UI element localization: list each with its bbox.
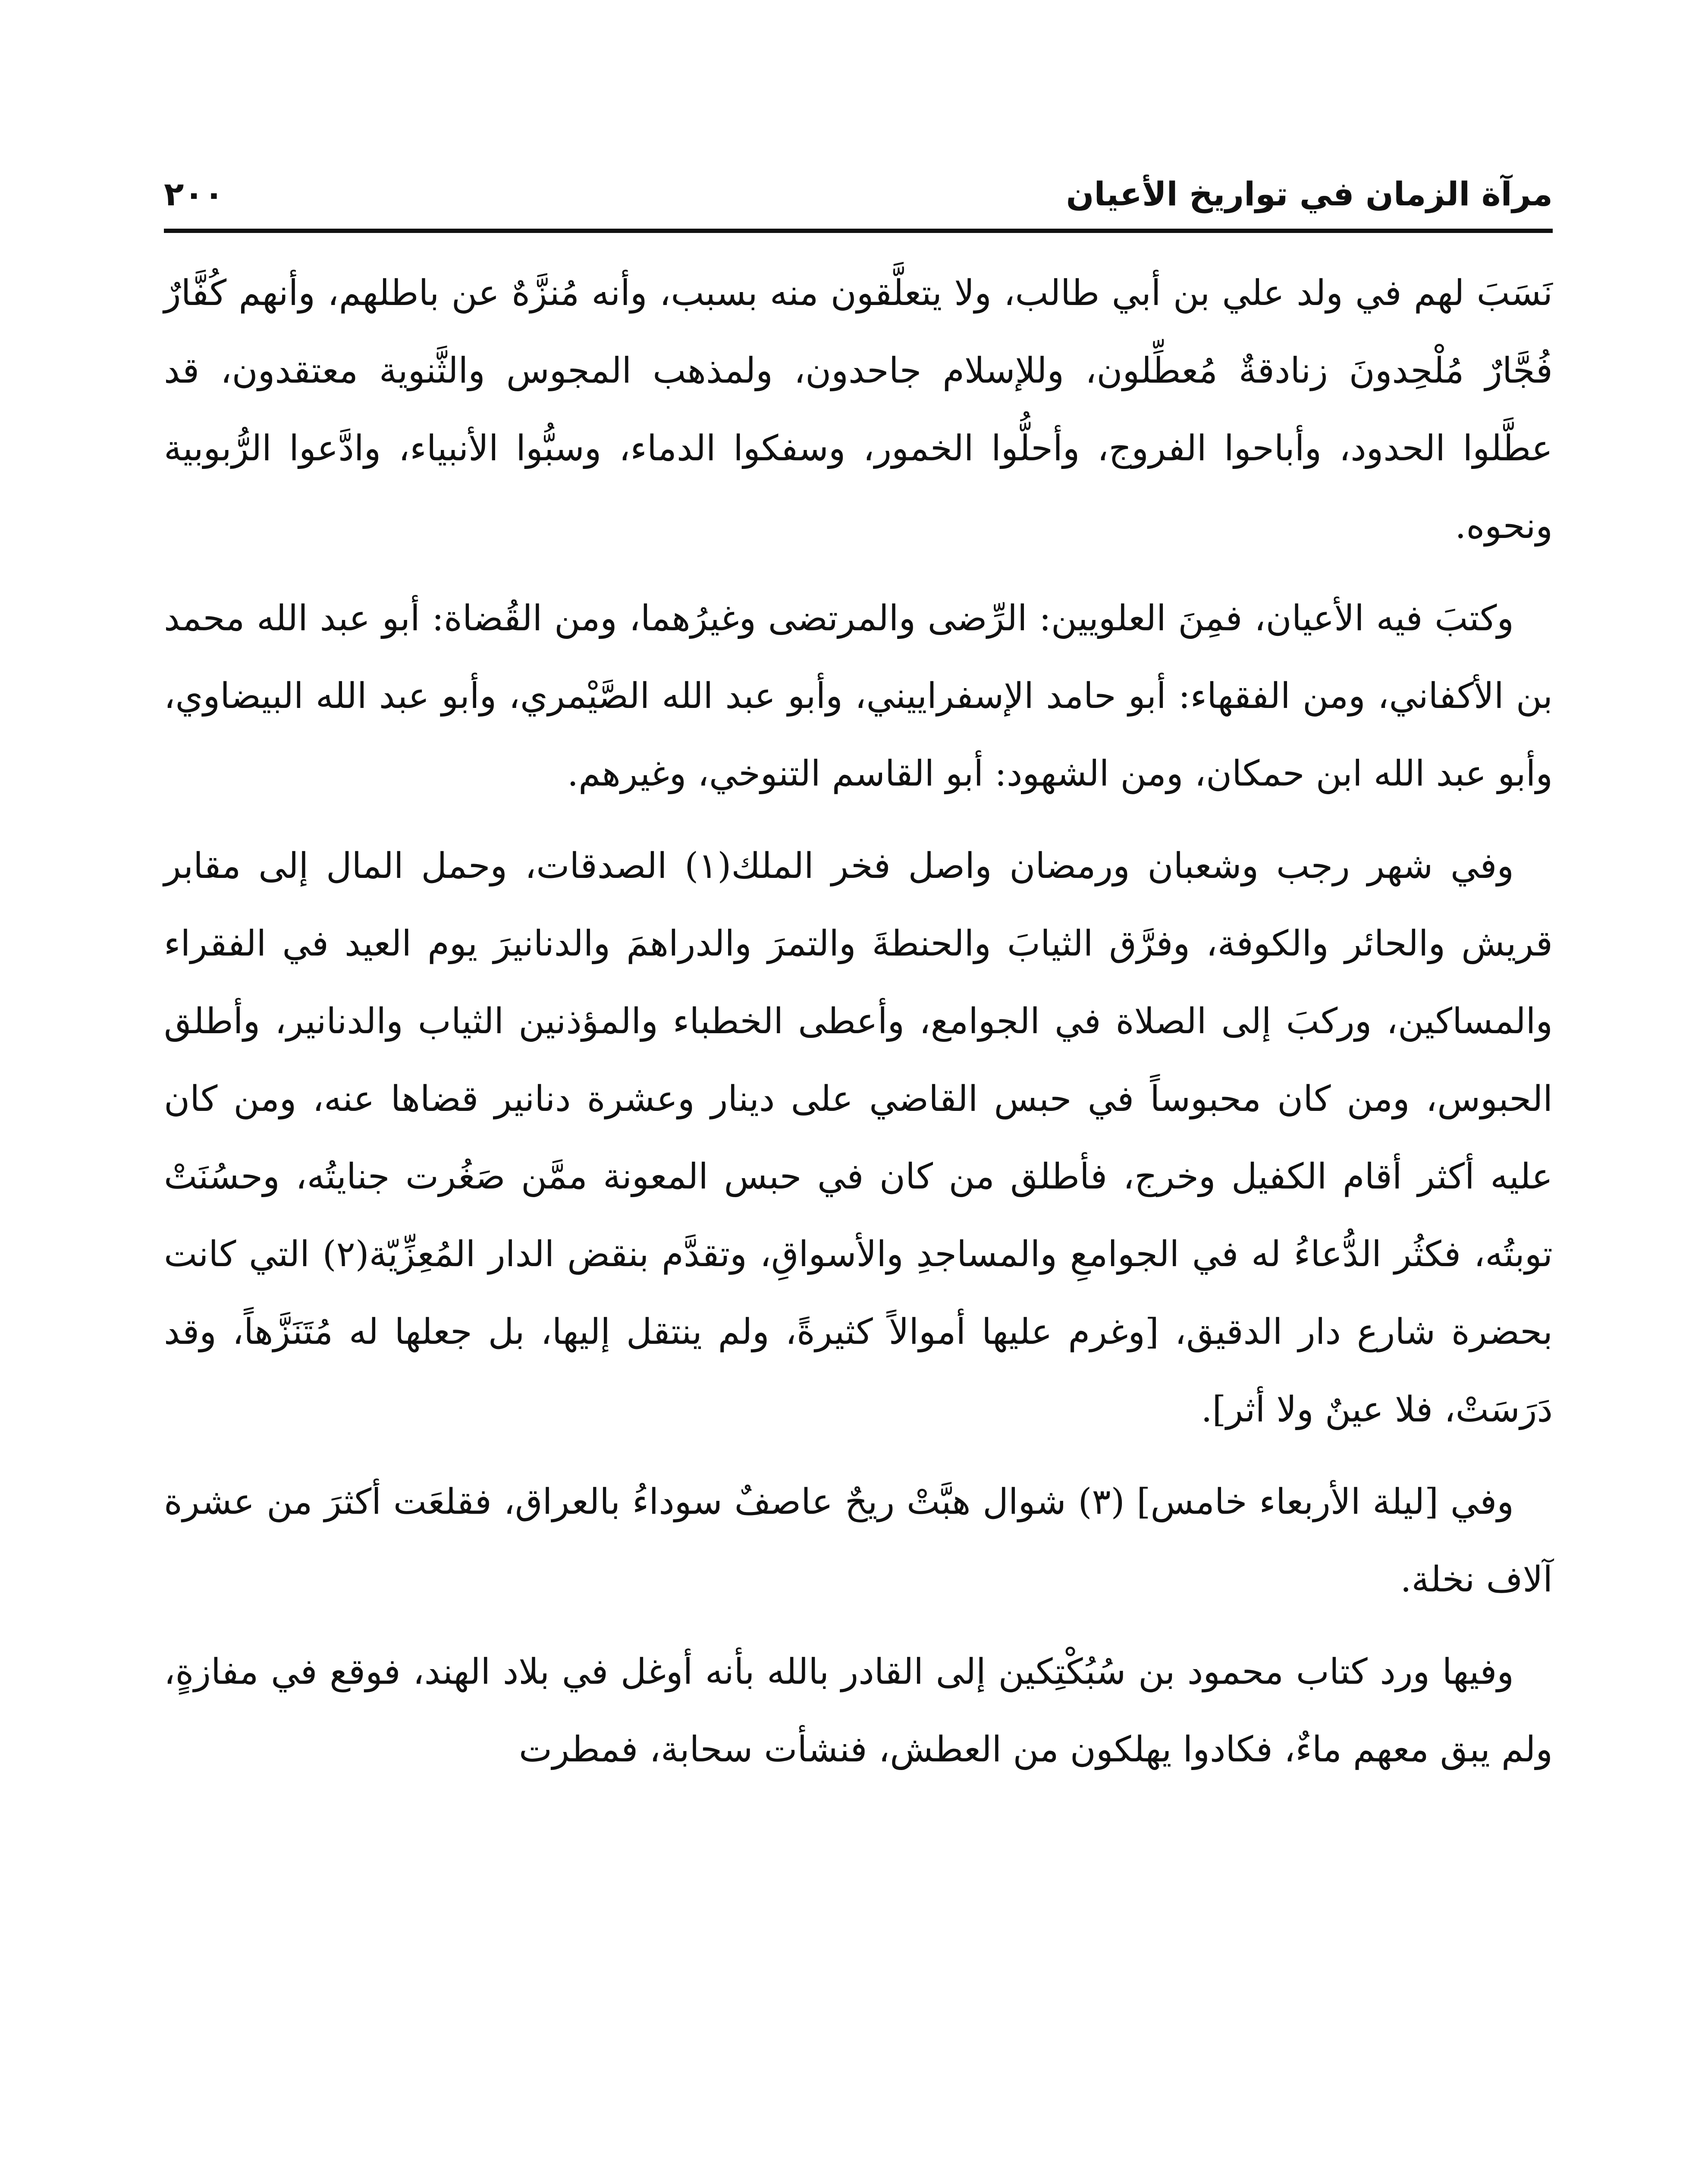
header-rule bbox=[164, 229, 1553, 233]
page-number: ٢٠٠ bbox=[164, 175, 224, 213]
paragraph-2: وكتبَ فيه الأعيان، فمِنَ العلويين: الرِّضى والمرتضى وغيرُهما، ومن القُضاة: أبو عبد الله محمد بن الأكفاني، ومن الفقهاء: أبو حامد الإسفراييني، وأبو عبد الله الصَّيْمري، وأبو عبد الله البيضاوي، وأبو عبد الله ابن حمكان، ومن الشهود: أبو القاسم التنوخي، وغيرهم. bbox=[164, 598, 1553, 794]
paragraph-4: وفي [ليلة الأربعاء خامس] (٣) شوال هبَّتْ ريحٌ عاصفٌ سوداءُ بالعراق، فقلعَت أكثرَ من عشرة آلاف نخلة. bbox=[164, 1481, 1553, 1600]
running-title: مرآة الزمان في تواريخ الأعيان bbox=[1066, 175, 1553, 213]
paragraph-3: وفي شهر رجب وشعبان ورمضان واصل فخر الملك(١) الصدقات، وحمل المال إلى مقابر قريش والحائر والكوفة، وفرَّق الثيابَ والحنطةَ والتمرَ والدراهمَ والدنانيرَ يوم العيد في الفقراء والمساكين، وركبَ إلى الصلاة في الجوامع، وأعطى الخطباء والمؤذنين الثياب والدنانير، وأطلق الحبوس، ومن كان محبوساً في حبس القاضي على دينار وعشرة دنانير قضاها عنه، ومن كان عليه أكثر أقام الكفيل وخرج، فأطلق من كان في حبس المعونة ممَّن صَغُرت جنايتُه، وحسُنَتْ توبتُه، فكثُر الدُّعاءُ له في الجوامعِ والمساجدِ والأسواقِ، وتقدَّم بنقض الدار المُعِزِّيّة(٢) التي كانت بحضرة شارع دار الدقيق، [وغرم عليها أموالاً كثيرةً، ولم ينتقل إليها، بل جعلها له مُتَنَزَّهاً، وقد دَرَسَتْ، فلا عينٌ ولا أثر]. bbox=[164, 846, 1553, 1430]
paragraph-5: وفيها ورد كتاب محمود بن سُبُكْتِكين إلى القادر بالله بأنه أوغل في بلاد الهند، فوقع في مفازةٍ، ولم يبق معهم ماءٌ، فكادوا يهلكون من العطش، فنشأت سحابة، فمطرت bbox=[164, 1651, 1553, 1770]
main-text bbox=[164, 255, 1553, 1803]
book-page bbox=[164, 142, 1553, 2157]
running-header bbox=[164, 168, 1553, 229]
paragraph-1: نَسَبَ لهم في ولد علي بن أبي طالب، ولا يتعلَّقون منه بسبب، وأنه مُنزَّهٌ عن باطلهم، وأنهم كُفَّارٌ فُجَّارٌ مُلْحِدونَ زنادقةٌ مُعطِّلون، وللإسلام جاحدون، ولمذهب المجوس والثَّنوية معتقدون، قد عطَّلوا الحدود، وأباحوا الفروج، وأحلُّوا الخمور، وسفكوا الدماء، وسبُّوا الأنبياء، وادَّعوا الرُّبوبية ونحوه. bbox=[164, 273, 1553, 547]
